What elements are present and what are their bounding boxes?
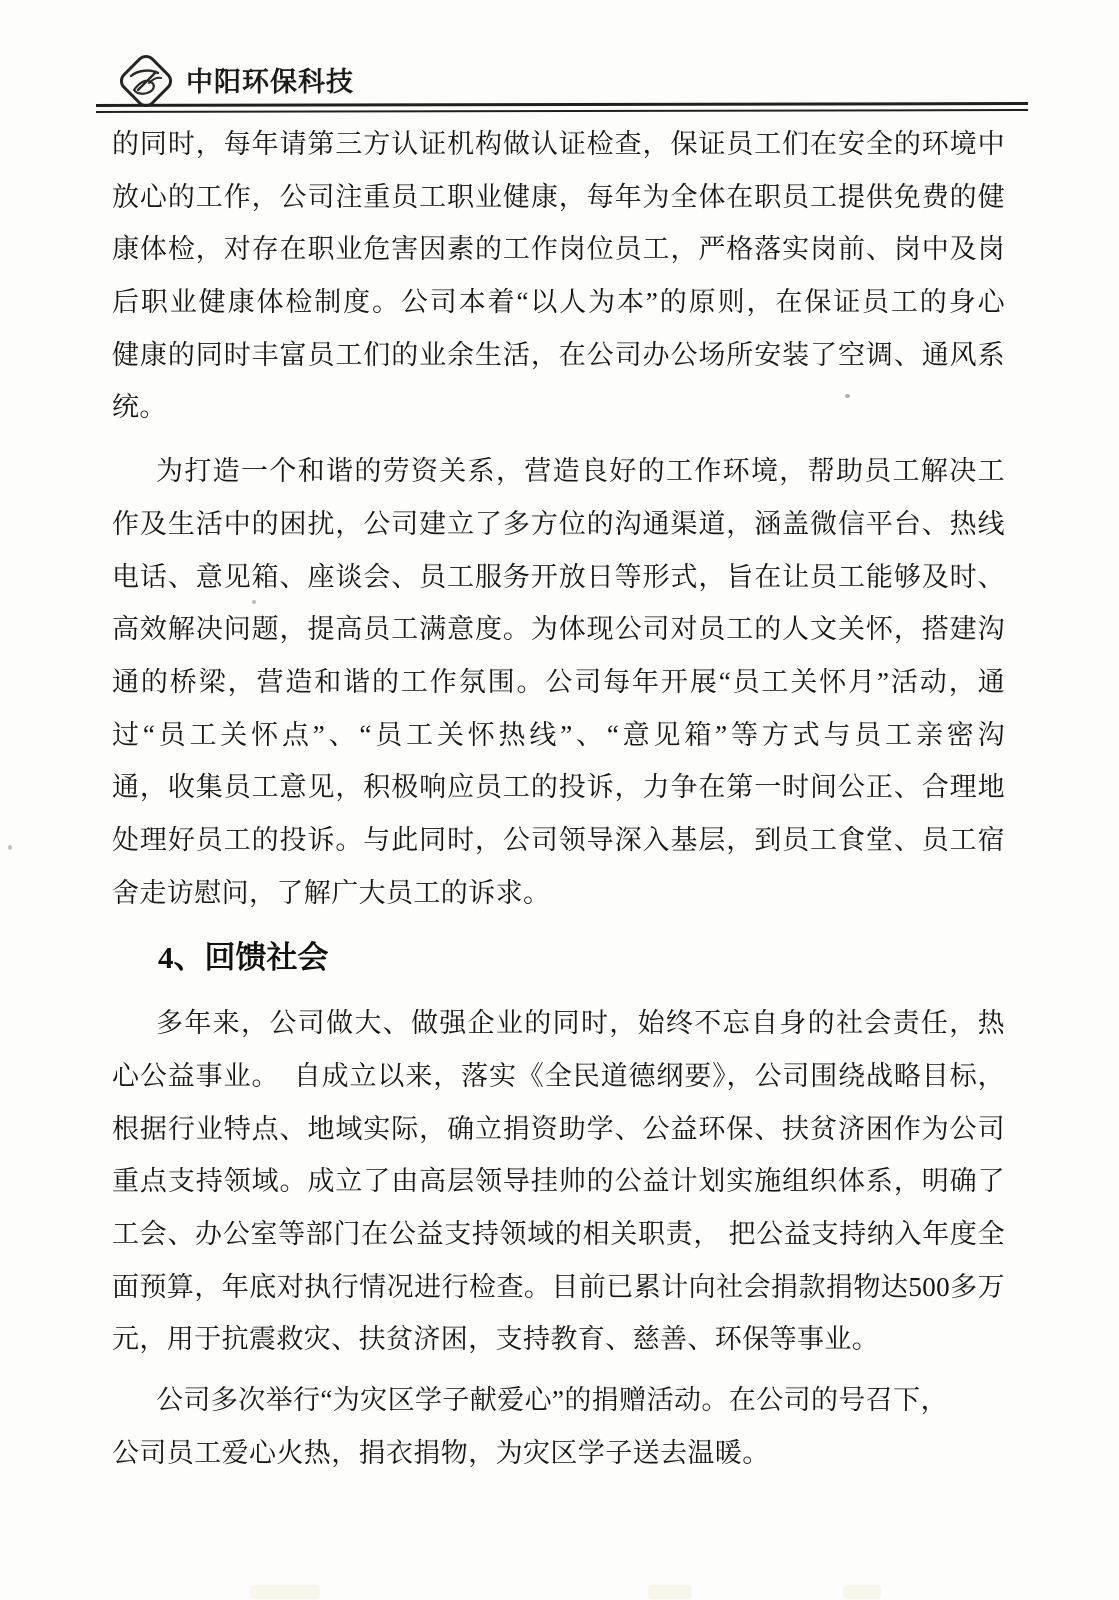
scan-smudge bbox=[648, 1585, 692, 1599]
company-name: 中阳环保科技 bbox=[186, 67, 354, 97]
text-line: 后职业健康体检制度。公司本着“以人为本”的原则，在保证员工的身心 bbox=[112, 287, 1005, 318]
document-body bbox=[112, 118, 1005, 1480]
text-line: 统。 bbox=[112, 392, 167, 423]
text-line: 电话、意见箱、座谈会、员工服务开放日等形式，旨在让员工能够及时、 bbox=[112, 561, 1005, 592]
scan-speck bbox=[845, 394, 850, 398]
text-line: 重点支持领域。成立了由高层领导挂帅的公益计划实施组织体系，明确了 bbox=[112, 1166, 1005, 1197]
text-line: 公司多次举行“为灾区学子献爱心”的捐赠活动。在公司的号召下， bbox=[156, 1385, 948, 1416]
text-line: 心公益事业。 自成立以来，落实《全民道德纲要》，公司围绕战略目标， bbox=[112, 1061, 1005, 1091]
document-header bbox=[0, 0, 1119, 112]
text-line: 康体检，对存在职业危害因素的工作岗位员工，严格落实岗前、岗中及岗 bbox=[112, 234, 1005, 265]
paragraph bbox=[112, 1374, 1005, 1479]
paragraph bbox=[112, 997, 1005, 1366]
text-line: 面预算，年底对执行情况进行检查。目前已累计向社会捐款捐物达500多万 bbox=[112, 1271, 1005, 1302]
paragraph bbox=[112, 445, 1005, 919]
scan-smudge bbox=[843, 1585, 881, 1599]
scan-speck bbox=[252, 600, 256, 604]
text-line: 元，用于抗震救灾、扶贫济困，支持教育、慈善、环保等事业。 bbox=[112, 1324, 880, 1355]
text-line: 高效解决问题，提高员工满意度。为体现公司对员工的人文关怀，搭建沟 bbox=[112, 614, 1005, 645]
scan-speck bbox=[8, 845, 12, 850]
text-line: 处理好员工的投诉。与此同时，公司领导深入基层，到员工食堂、员工宿 bbox=[112, 824, 1005, 855]
text-line: 为打造一个和谐的劳资关系，营造良好的工作环境，帮助员工解决工 bbox=[156, 456, 1005, 487]
section-heading: 4、回馈社会 bbox=[158, 940, 329, 976]
text-line: 公司员工爱心火热，捐衣捐物，为灾区学子送去温暖。 bbox=[112, 1437, 770, 1468]
company-logo-icon bbox=[116, 52, 176, 110]
text-line: 过“员工关怀点”、“员工关怀热线”、“意见箱”等方式与员工亲密沟 bbox=[112, 719, 1005, 750]
text-line: 的同时，每年请第三方认证机构做认证检查，保证员工们在安全的环境中 bbox=[112, 129, 1005, 159]
text-line: 多年来，公司做大、做强企业的同时，始终不忘自身的社会责任，热 bbox=[156, 1008, 1005, 1039]
text-line: 根据行业特点、地域实际，确立捐资助学、公益环保、扶贫济困作为公司 bbox=[112, 1113, 1005, 1144]
text-line: 放心的工作，公司注重员工职业健康，每年为全体在职员工提供免费的健 bbox=[112, 181, 1005, 212]
text-line: 通的桥梁，营造和谐的工作氛围。公司每年开展“员工关怀月”活动，通 bbox=[112, 666, 1005, 697]
text-line: 工会、办公室等部门在公益支持领域的相关职责， 把公益支持纳入年度全 bbox=[112, 1219, 1005, 1250]
text-line: 通，收集员工意见，积极响应员工的投诉，力争在第一时间公正、合理地 bbox=[112, 772, 1005, 803]
text-line: 舍走访慰问，了解广大员工的诉求。 bbox=[112, 877, 551, 908]
paragraph bbox=[112, 118, 1005, 434]
text-line: 作及生活中的困扰，公司建立了多方位的沟通渠道，涵盖微信平台、热线 bbox=[112, 508, 1005, 539]
text-line: 健康的同时丰富员工们的业余生活，在公司办公场所安装了空调、通风系 bbox=[112, 339, 1005, 370]
scan-smudge bbox=[250, 1585, 320, 1599]
